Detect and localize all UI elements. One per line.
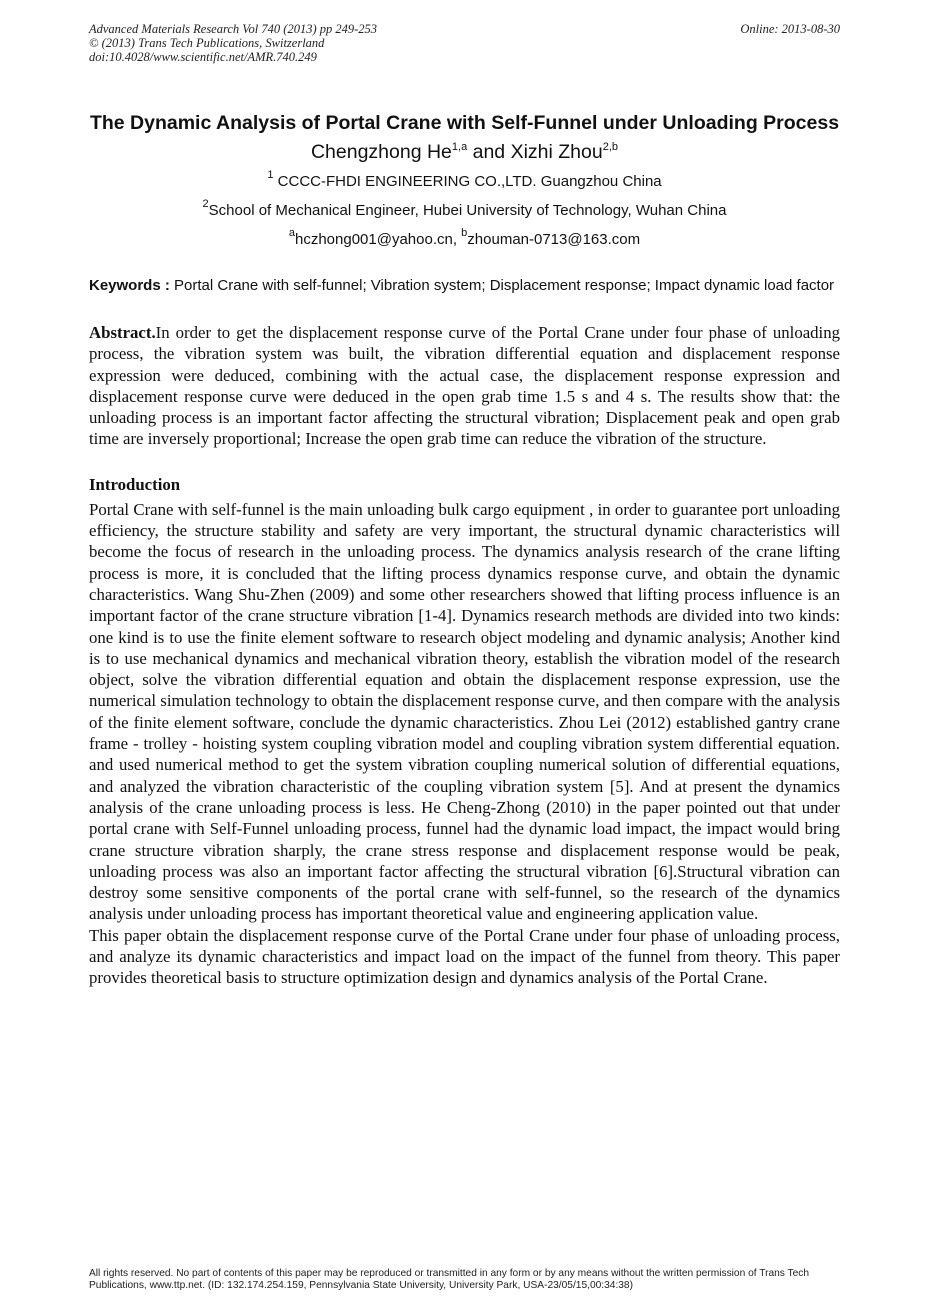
- paper-page: [89, 22, 840, 989]
- journal-citation: Advanced Materials Research Vol 740 (2013) pp 249-253: [89, 22, 378, 36]
- email-text: hczhong001@yahoo.cn,: [294, 231, 462, 248]
- abstract-text: In order to get the displacement response curve of the Portal Crane under four phase of unloading process, the vibration system was built, the vibration differential equation and displacement response expression were deduced, combining with the actual case, the displacement response expression and displacement response curve were deduced in the open grab time 1.5 s and 4 s. The results show that: the unloading process is an important factor affecting the structural vibration; Displacement peak and open grab time are inversely proportional; Increase the open grab time can reduce the vibration of the structure.: [89, 323, 840, 449]
- affiliation-superscript: 2: [202, 198, 209, 210]
- author-joiner: and: [467, 141, 511, 163]
- affiliation-text: School of Mechanical Engineer, Hubei University of Technology, Wuhan China: [208, 202, 727, 219]
- email-superscript: b: [461, 227, 468, 239]
- email-superscript: a: [288, 227, 295, 239]
- copyright-footer: All rights reserved. No part of contents of this paper may be reproduced or transmitted in any form or by any means without the written permission of Trans Tech Publications, www.ttp.net. (ID: 132.174.254.159, Pennsylvania State University, University Park, USA-23/05/15,00:34:38): [89, 1268, 810, 1291]
- affiliation-superscript: 1: [267, 169, 274, 181]
- abstract: [89, 322, 840, 450]
- affiliation-1: [89, 167, 840, 196]
- author-superscript: 1,a: [451, 141, 468, 153]
- keywords-text: Portal Crane with self-funnel; Vibration system; Displacement response; Impact dynamic load factor: [169, 277, 835, 294]
- author-name: Chengzhong He: [310, 141, 452, 163]
- paper-title: The Dynamic Analysis of Portal Crane with Self-Funnel under Unloading Process: [89, 112, 840, 134]
- introduction-paragraph: This paper obtain the displacement response curve of the Portal Crane under four phase of unloading process, and analyze its dynamic characteristics and impact load on the impact of the funnel from theory. This paper provides theoretical basis to structure optimization design and dynamics analysis of the Portal Crane.: [89, 925, 840, 988]
- email-line: [89, 225, 840, 254]
- keywords: [89, 276, 840, 295]
- author-name: Xizhi Zhou: [510, 141, 603, 163]
- keywords-label: Keywords :: [89, 277, 170, 294]
- affiliation-text: CCCC-FHDI ENGINEERING CO.,LTD. Guangzhou China: [273, 173, 662, 190]
- introduction-paragraph: Portal Crane with self-funnel is the main unloading bulk cargo equipment , in order to guarantee port unloading efficiency, the structure stability and safety are very important, the structural dynamic characteristics will become the focus of research in the unloading process. The dynamics analysis research of the crane lifting process is more, it is concluded that the lifting process dynamics response curve, and obtain the dynamic characteristics. Wang Shu-Zhen (2009) and some other researchers showed that lifting process influence is an important factor of the crane structure vibration [1-4]. Dynamics research methods are divided into two kinds: one kind is to use the finite element software to research object modeling and dynamic analysis; Another kind is to use mechanical dynamics and mechanical vibration theory, establish the vibration model of the research object, solve the vibration differential equation and obtain the displacement response expression, use the numerical simulation technology to obtain the displacement response curve, and then compare with the analysis of the finite element software, conclude the dynamic characteristics. Zhou Lei (2012) established gantry crane frame - trolley - hoisting system coupling vibration model and coupling vibration system differential equation. and used numerical method to get the system vibration coupling numerical solution of differential equations, and analyzed the vibration characteristic of the coupling vibration system [5]. And at present the dynamics analysis of the crane unloading process is less. He Cheng-Zhong (2010) in the paper pointed out that under portal crane with Self-Funnel unloading process, funnel had the dynamic load impact, the impact would bring crane structure vibration sharply, the crane stress response and displacement response would be peak, unloading process was also an important factor affecting the structural vibration [6].Structural vibration can destroy some sensitive components of the portal crane with self-funnel, so the research of the dynamics analysis under unloading process has important theoretical value and engineering application value.: [89, 499, 840, 924]
- abstract-label: Abstract.: [89, 323, 156, 342]
- affiliation-2: [89, 196, 840, 225]
- copyright-line: © (2013) Trans Tech Publications, Switzerland: [89, 36, 325, 50]
- section-heading: Introduction: [89, 474, 181, 494]
- online-date: Online: 2013-08-30: [740, 22, 840, 36]
- email-text: zhouman-0713@163.com: [467, 231, 641, 248]
- author-line: [89, 139, 840, 165]
- doi-line: doi:10.4028/www.scientific.net/AMR.740.249: [89, 50, 317, 64]
- journal-header: [89, 22, 840, 64]
- author-superscript: 2,b: [602, 141, 619, 153]
